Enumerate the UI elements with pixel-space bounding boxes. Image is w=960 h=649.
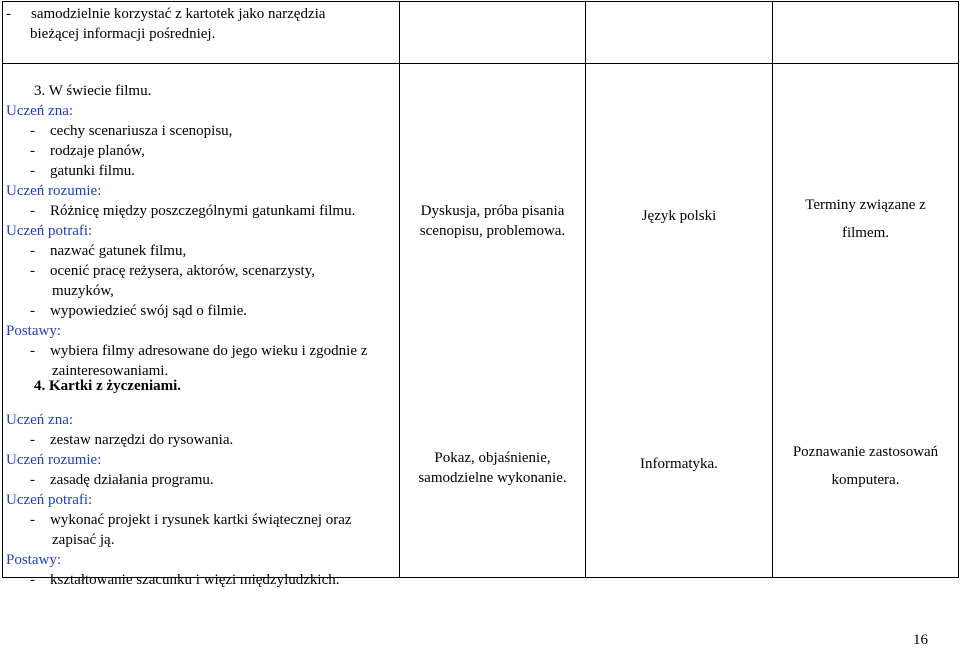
list-item: - zestaw narzędzi do rysowania.: [30, 432, 234, 448]
section3-methods: Dyskusja, próba pisania scenopisu, problemowa.: [419, 203, 566, 239]
page-number: 16: [913, 632, 928, 648]
list-item: - kształtowanie szacunku i więzi międzyludzkich.: [30, 572, 340, 588]
column-border-2: [585, 1, 586, 578]
potrafi-label: Uczeń potrafi:: [6, 223, 93, 239]
column-border-1: [399, 1, 400, 578]
list-item: - cechy scenariusza i scenopisu,: [30, 123, 233, 139]
list-item: - wybiera filmy adresowane do jego wieku i zgodnie z: [30, 343, 368, 359]
section3-heading: 3. W świecie filmu.: [34, 83, 152, 99]
list-item: - Różnicę między poszczególnymi gatunkami filmu.: [30, 203, 356, 219]
section4-methods: Pokaz, objaśnienie, samodzielne wykonanie.: [418, 450, 567, 486]
rozumie-label: Uczeń rozumie:: [6, 452, 102, 468]
row-divider: [2, 63, 959, 64]
potrafi-label: Uczeń potrafi:: [6, 492, 93, 508]
list-item-continuation: zapisać ją.: [52, 532, 115, 548]
section4-heading: 4. Kartki z życzeniami.: [34, 378, 182, 394]
zna-label: Uczeń zna:: [6, 103, 74, 119]
section4-terms: Poznawanie zastosowań komputera.: [792, 444, 939, 488]
section3-terms: Terminy związane z filmem.: [805, 197, 926, 241]
column-border-right: [958, 1, 959, 578]
list-item: - gatunki filmu.: [30, 163, 135, 179]
column-border-left: [2, 1, 3, 578]
table-top-border: [2, 1, 959, 2]
section4-subject: Informatyka.: [640, 456, 718, 472]
postawy-label: Postawy:: [6, 552, 62, 568]
zna-label: Uczeń zna:: [6, 412, 74, 428]
list-item-continuation: muzyków,: [52, 283, 114, 299]
list-item: - zasadę działania programu.: [30, 472, 214, 488]
section4-content: [6, 376, 398, 590]
list-item: - rodzaje planów,: [30, 143, 145, 159]
postawy-label: Postawy:: [6, 323, 62, 339]
list-item: - ocenić pracę reżysera, aktorów, scenarzysty,: [30, 263, 315, 279]
list-item: - nazwać gatunek filmu,: [30, 243, 187, 259]
rozumie-label: Uczeń rozumie:: [6, 183, 102, 199]
section3-content: [6, 81, 398, 381]
list-item-continuation: zainteresowaniami.: [52, 363, 169, 379]
list-item: - wykonać projekt i rysunek kartki świątecznej oraz: [30, 512, 352, 528]
list-item: - wypowiedzieć swój sąd o filmie.: [30, 303, 248, 319]
top-row-content: - samodzielnie korzystać z kartotek jako narzędzia bieżącej informacji pośredniej.: [6, 6, 326, 42]
section3-subject: Język polski: [641, 208, 717, 224]
